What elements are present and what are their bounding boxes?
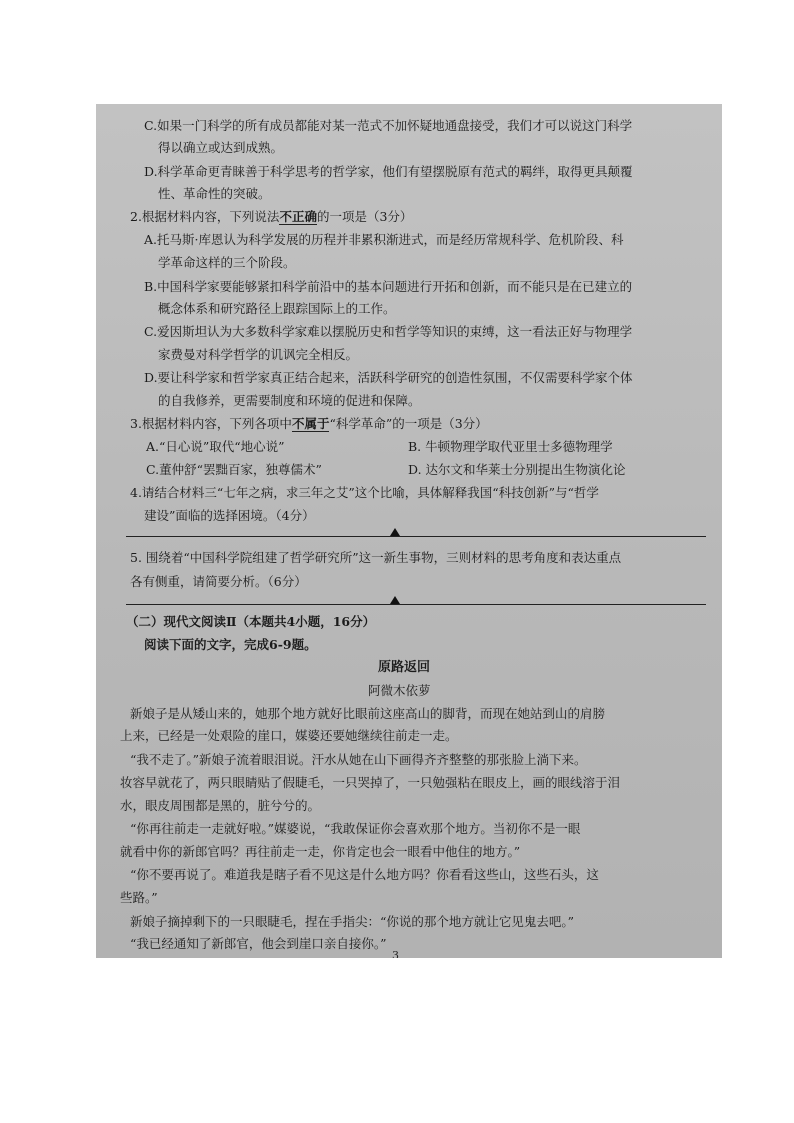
q2-option-a-line1: A.托马斯·库恩认为科学发展的历程并非累积渐进式，而是经历常规科学、危机阶段、科 [144,232,624,247]
q2-stem-text: 2.根据材料内容，下列说法 [130,209,280,224]
q4-line1: 4.请结合材料三“七年之病，求三年之艾”这个比喻，具体解释我国“科技创新”与“哲学 [130,485,599,500]
q2-option-c-line1: C.爱因斯坦认为大多数科学家难以摆脱历史和哲学等知识的束缚，这一看法正好与物理学 [144,324,633,339]
exam-page [96,104,722,958]
q3-option-d: D. 达尔文和华莱士分别提出生物演化论 [408,462,626,477]
q2-option-d-line1: D.要让科学家和哲学家真正结合起来，活跃科学研究的创造性氛围，不仅需要科学家个体 [144,370,633,385]
q3-option-c: C.董仲舒“罢黜百家，独尊儒术” [146,462,322,477]
q2-stem [130,209,412,225]
story-line: “你再往前走一走就好啦。”媒婆说，“我敢保证你会喜欢那个地方。当初你不是一眼 [130,821,581,836]
story-line: “你不要再说了。难道我是瞎子看不见这是什么地方吗？你看看这些山，这些石头，这 [130,867,599,882]
q3-option-a: A.“日心说”取代“地心说” [146,439,285,454]
section-instruction: 阅读下面的文字，完成6-9题。 [144,637,317,652]
q3-stem [130,416,488,432]
divider-triangle-icon [390,528,400,536]
q2-option-b-line1: B.中国科学家要能够紧扣科学前沿中的基本问题进行开拓和创新，而不能只是在已建立的 [144,279,633,294]
story-line: “我已经通知了新郎官，他会到崖口亲自接你。” [130,936,387,951]
q3-stem-emphasis: 不属于 [291,416,330,431]
story-line: 新娘子摘掉剩下的一只眼睫毛，捏在手指尖：“你说的那个地方就让它见鬼去吧。” [130,914,575,929]
q2-option-a-line2: 学革命这样的三个阶段。 [158,255,296,270]
story-line: “我不走了。”新娘子流着眼泪说。汗水从她在山下画得齐齐整整的那张脸上淌下来。 [130,752,587,767]
q2-stem-score: 的一项是（3分） [316,209,413,224]
q1-option-d-line1: D.科学革命更青睐善于科学思考的哲学家，他们有望摆脱原有范式的羁绊，取得更具颠覆 [144,164,633,179]
q4-line2: 建设”面临的选择困境。（4分） [144,508,315,523]
q5-line1: 5. 围绕着“中国科学院组建了哲学研究所”这一新生事物，三则材料的思考角度和表达重点 [130,550,622,565]
story-line: 妆容早就花了，两只眼睛贴了假睫毛，一只哭掉了，一只勉强粘在眼皮上，画的眼线溶于泪 [120,775,621,790]
page-number: 3 [392,949,399,958]
q2-option-d-line2: 的自我修养，更需要制度和环境的促进和保障。 [158,393,421,408]
story-title: 原路返回 [378,660,431,675]
divider-triangle-icon [390,596,400,604]
story-line: 水，眼皮周围都是黑的，脏兮兮的。 [120,798,321,813]
divider-line [126,604,706,605]
story-line: 上来，已经是一处艰险的崖口，媒婆还要她继续往前走一走。 [120,728,458,743]
story-line: 就看中你的新郎官吗？再往前走一走，你肯定也会一眼看中他住的地方。” [120,844,521,859]
divider-line [126,536,706,537]
story-author: 阿微木依萝 [368,683,431,698]
q1-option-c-line2: 得以确立或达到成熟。 [158,140,284,155]
section-header: （二）现代文阅读Ⅱ（本题共4小题，16分） [126,614,376,629]
story-line: 新娘子是从矮山来的，她那个地方就好比眼前这座高山的脚背，而现在她站到山的肩膀 [130,706,606,721]
q1-option-c-line1: C.如果一门科学的所有成员都能对某一范式不加怀疑地通盘接受，我们才可以说这门科学 [144,118,633,133]
q1-option-d-line2: 性、革命性的突破。 [158,186,271,201]
q2-option-b-line2: 概念体系和研究路径上跟踪国际上的工作。 [158,301,396,316]
q3-stem-score: “科学革命”的一项是（3分） [329,416,488,431]
story-line: 些路。” [120,890,158,905]
q5-line2: 各有侧重，请简要分析。（6分） [130,574,307,589]
q2-stem-emphasis: 不正确 [279,209,317,224]
q3-option-b: B. 牛顿物理学取代亚里士多德物理学 [408,439,613,454]
q3-stem-text: 3.根据材料内容，下列各项中 [130,416,292,431]
q2-option-c-line2: 家费曼对科学哲学的讥讽完全相反。 [158,347,359,362]
